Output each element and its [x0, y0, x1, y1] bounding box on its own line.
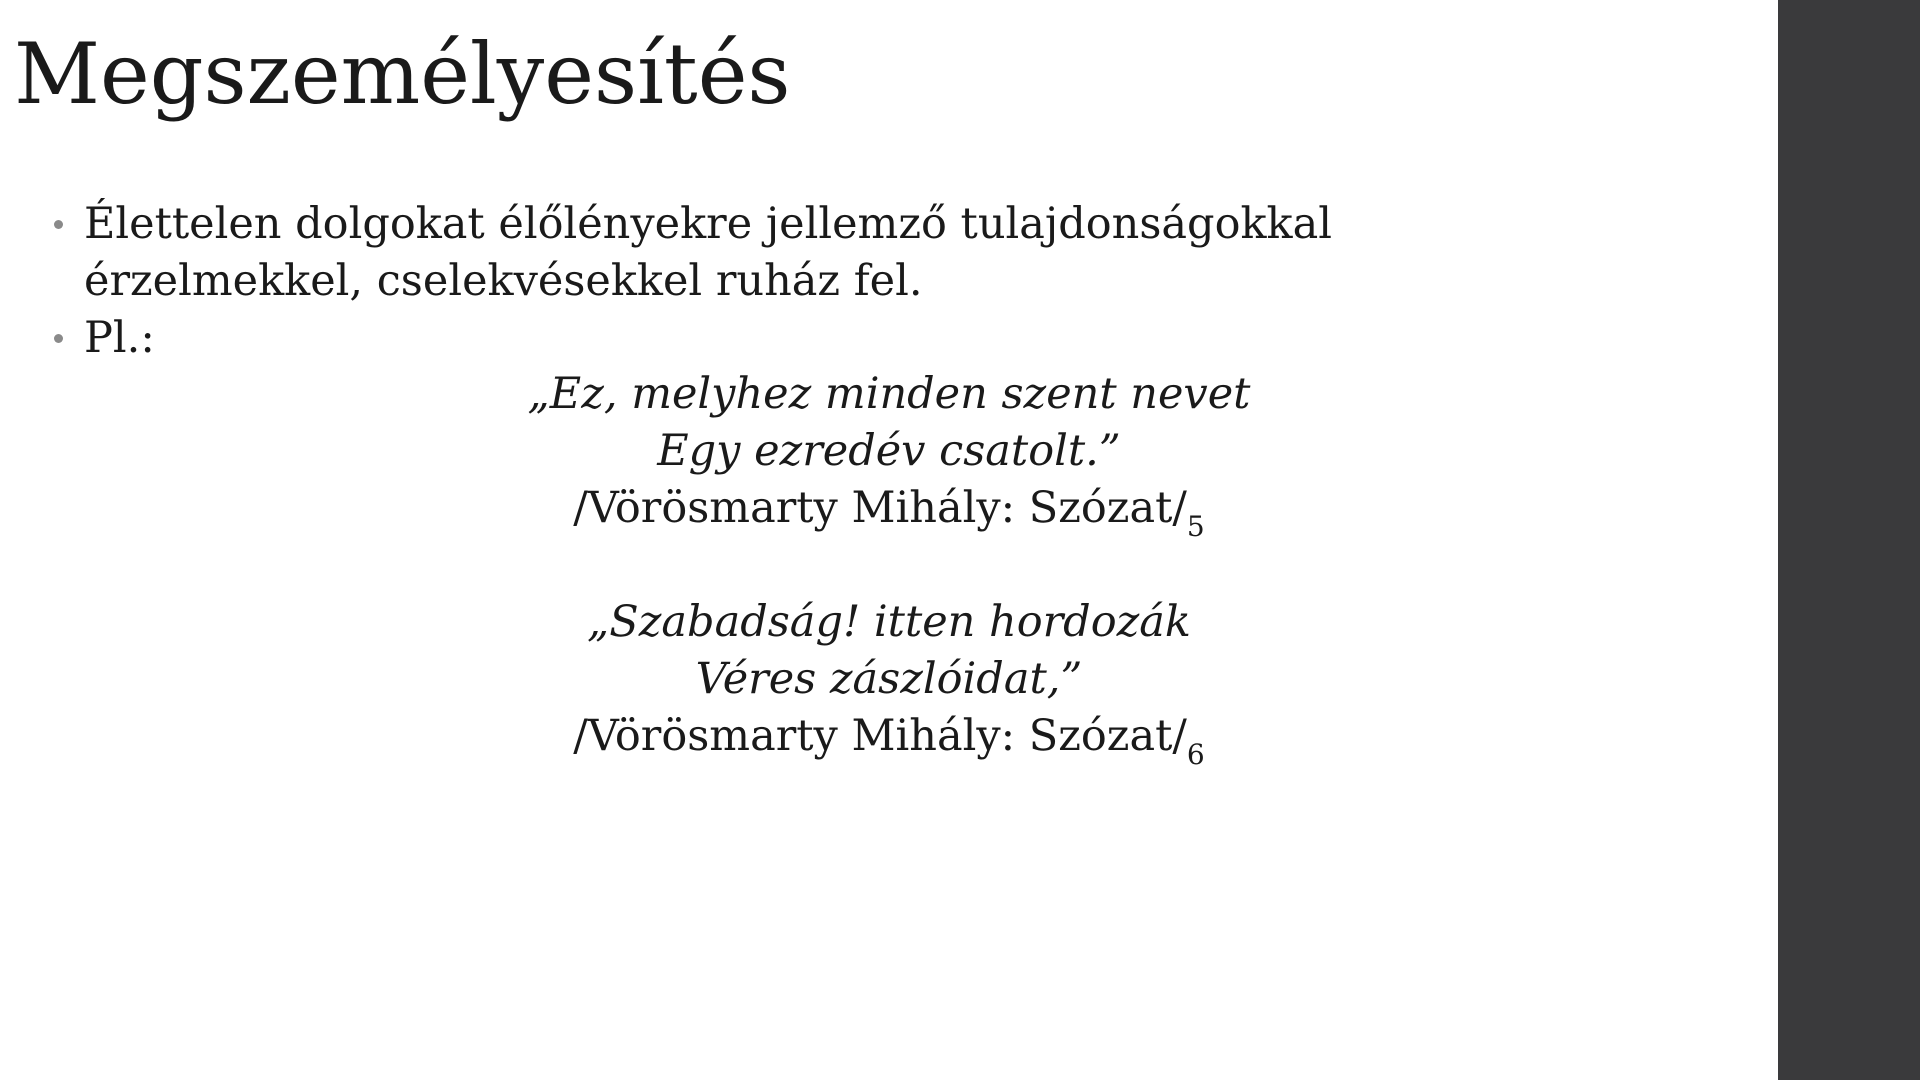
bullet-item [50, 196, 1490, 310]
quote-line: „Ez, melyhez minden szent nevet [527, 369, 1251, 419]
bullet-dot-icon [54, 220, 63, 229]
sidebar-panel [1778, 0, 1920, 1080]
quote-block [0, 366, 1778, 543]
quote-source-text: /Vörösmarty Mihály: Szózat/ [573, 483, 1187, 533]
quote-block [0, 594, 1778, 771]
quote-source-text: /Vörösmarty Mihály: Szózat/ [573, 711, 1187, 761]
slide-title: Megszemélyesítés [14, 25, 791, 123]
bullet-dot-icon [54, 334, 63, 343]
quote-source-index: 5 [1186, 510, 1205, 543]
bullet-text: Élettelen dolgokat élőlényekre jellemző tulajdonságokkal érzelmekkel, cselekvésekkel ruház fel. [84, 199, 1332, 306]
quote-line: Véres zászlóidat,” [695, 654, 1083, 704]
bullet-item [50, 310, 1490, 367]
quote-line: Egy ezredév csatolt.” [657, 426, 1121, 476]
bullet-text: Pl.: [84, 313, 155, 363]
quote-source [0, 708, 1778, 771]
quote-source [0, 480, 1778, 543]
quote-source-index: 6 [1186, 738, 1205, 771]
bullet-list [50, 196, 1490, 367]
quote-line: „Szabadság! itten hordozák [587, 597, 1191, 647]
